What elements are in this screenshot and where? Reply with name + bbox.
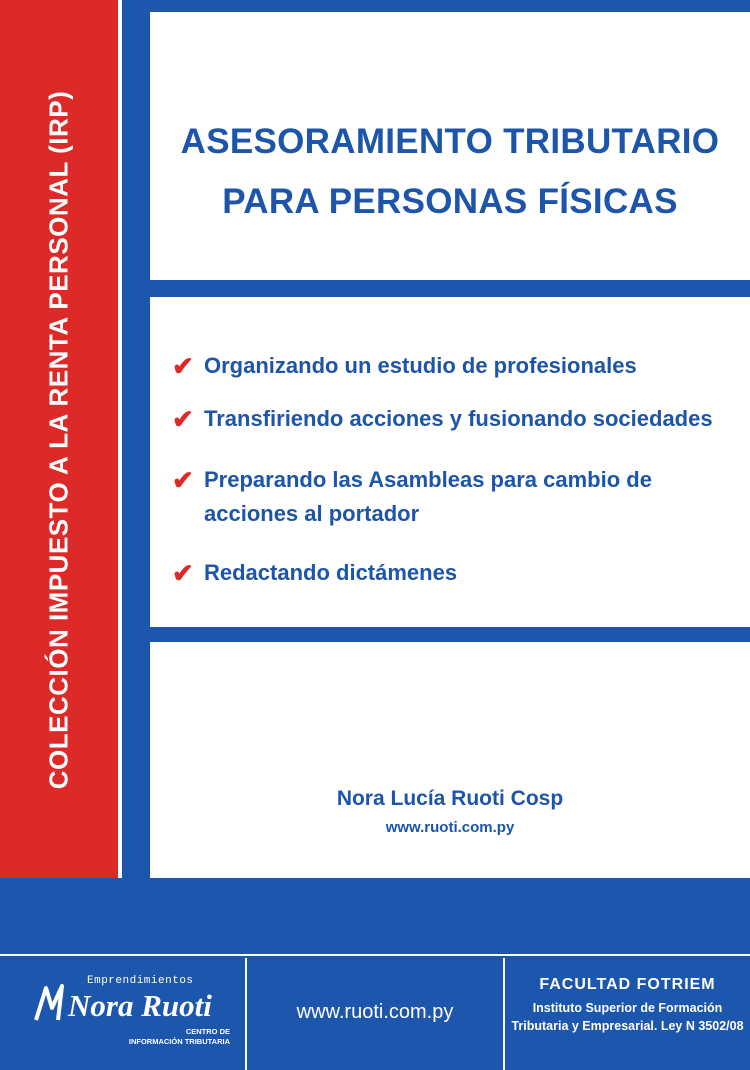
- faculty-title: FACULTAD FOTRIEM: [539, 976, 716, 993]
- topic-text: Organizando un estudio de profesionales: [204, 353, 637, 378]
- checkmark-icon: ✔: [172, 404, 194, 434]
- footer-divider: [0, 954, 750, 956]
- faculty-line: Instituto Superior de Formación: [532, 1001, 723, 1015]
- topic-text-line1: Preparando las Asambleas para cambio de: [204, 467, 652, 492]
- topic-text-line2: acciones al portador: [204, 501, 420, 526]
- logo-caption-line1: CENTRO DE: [185, 1027, 230, 1036]
- footer-website: www.ruoti.com.py: [296, 1001, 454, 1023]
- author-panel: [150, 642, 750, 878]
- topic-text: Redactando dictámenes: [204, 560, 458, 585]
- checkmark-icon: ✔: [172, 465, 194, 495]
- logo-caption-line2: INFORMACIÓN TRIBUTARIA: [128, 1037, 230, 1046]
- logo-wordmark-text: Nora Ruoti: [68, 988, 212, 1023]
- topic-text: Transfiriendo acciones y fusionando sociedades: [204, 406, 713, 431]
- book-title-line1: ASESORAMIENTO TRIBUTARIO: [180, 122, 720, 161]
- checkmark-icon: ✔: [172, 558, 194, 588]
- logo-wordmark: [22, 988, 212, 1024]
- book-title-line2: PARA PERSONAS FÍSICAS: [222, 182, 678, 221]
- author-name: Nora Lucía Ruoti Cosp: [336, 787, 564, 810]
- logo-caption: [120, 1027, 230, 1047]
- topic-text: [204, 463, 750, 531]
- series-title: COLECCIÓN IMPUESTO A LA RENTA PERSONAL (IRP): [43, 90, 74, 790]
- author-url: www.ruoti.com.py: [385, 819, 515, 836]
- checkmark-icon: ✔: [172, 351, 194, 381]
- logo-subtitle: Emprendimientos: [87, 975, 194, 987]
- book-title: [150, 112, 750, 232]
- faculty-line: Tributaria y Empresarial. Ley N 3502/08: [511, 1019, 744, 1033]
